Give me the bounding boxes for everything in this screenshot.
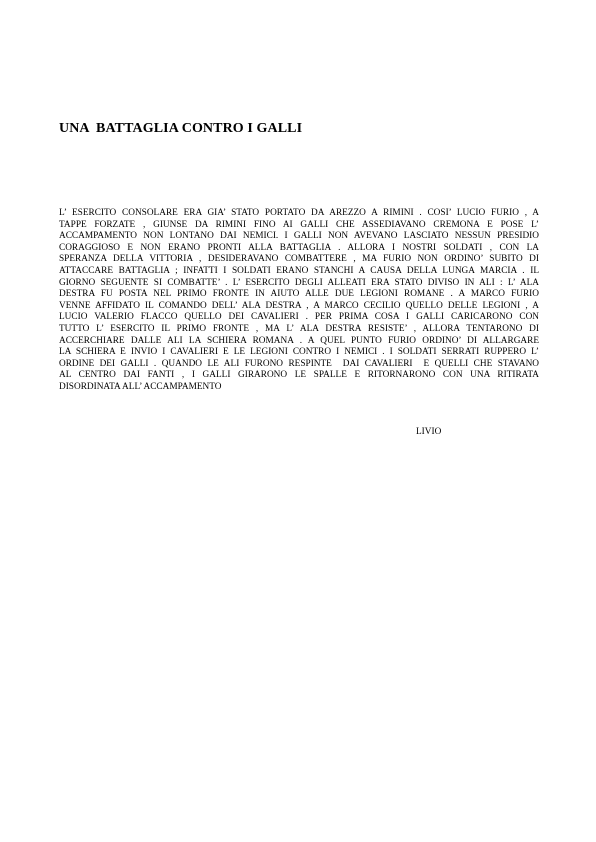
text-line: DISORDINATA ALL’ ACCAMPAMENTO (59, 381, 222, 392)
text-line: VENNE AFFIDATO IL COMANDO DELL’ ALA DESTRA , A MARCO CECILIO QUELLO DELLE LEGIONI , A (59, 300, 539, 311)
text-line: DESTRA FU POSTA NEL PRIMO FRONTE IN AIUTO ALLE DUE LEGIONI ROMANE . A MARCO FURIO (59, 289, 539, 300)
text-line: LA SCHIERA E INVIO I CAVALIERI E LE LEGIONI CONTRO I NEMICI . I SOLDATI SERRATI RUPPERO L’ (59, 347, 539, 358)
text-line: L’ ESERCITO CONSOLARE ERA GIA’ STATO PORTATO DA AREZZO A RIMINI . COSI’ LUCIO FURIO , A (59, 208, 539, 218)
text-line: LUCIO VALERIO FLACCO QUELLO DEI CAVALIERI . PER PRIMA COSA I GALLI CARICARONO CON (59, 312, 539, 323)
text-line: ACCERCHIARE DALLE ALI LA SCHIERA ROMANA . A QUEL PUNTO FURIO ORDINO’ DI ALLARGARE (59, 335, 539, 346)
text-line: AL CENTRO DAI FANTI , I GALLI GIRARONO LE SPALLE E RITORNARONO CON UNA RITIRATA (59, 370, 539, 381)
text-line: CORAGGIOSO E NON ERANO PRONTI ALLA BATTAGLIA . ALLORA I NOSTRI SOLDATI , CON LA (59, 242, 539, 253)
text-line: TAPPE FORZATE , GIUNSE DA RIMINI FINO AI GALLI CHE ASSEDIAVANO CREMONA E POSE L’ (59, 219, 539, 230)
document-title: UNA BATTAGLIA CONTRO I GALLI (59, 121, 303, 136)
text-line: ORDINE DEI GALLI . QUANDO LE ALI FURONO RESPINTE DAI CAVALIERI E QUELLI CHE STAVANO (59, 358, 539, 369)
author-signature: LIVIO (416, 427, 442, 437)
body-paragraph (59, 208, 539, 394)
text-line: SPERANZA DELLA VITTORIA , DESIDERAVANO COMBATTERE , MA FURIO NON ORDINO’ SUBITO DI (59, 254, 539, 265)
text-line: ACCAMPAMENTO NON LONTANO DAI NEMICI. I GALLI NON AVEVANO LASCIATO NESSUN PRESIDIO (59, 231, 539, 242)
text-line: TUTTO L’ ESERCITO IL PRIMO FRONTE , MA L’ ALA DESTRA RESISTE’ , ALLORA TENTARONO DI (59, 323, 539, 334)
text-line: GIORNO SEGUENTE SI COMBATTE’ . L’ ESERCITO DEGLI ALLEATI ERA STATO DIVISO IN ALI : L’ ALA (59, 277, 539, 288)
text-line: ATTACCARE BATTAGLIA ; INFATTI I SOLDATI ERANO STANCHI A CAUSA DELLA LUNGA MARCIA . IL (59, 265, 539, 276)
